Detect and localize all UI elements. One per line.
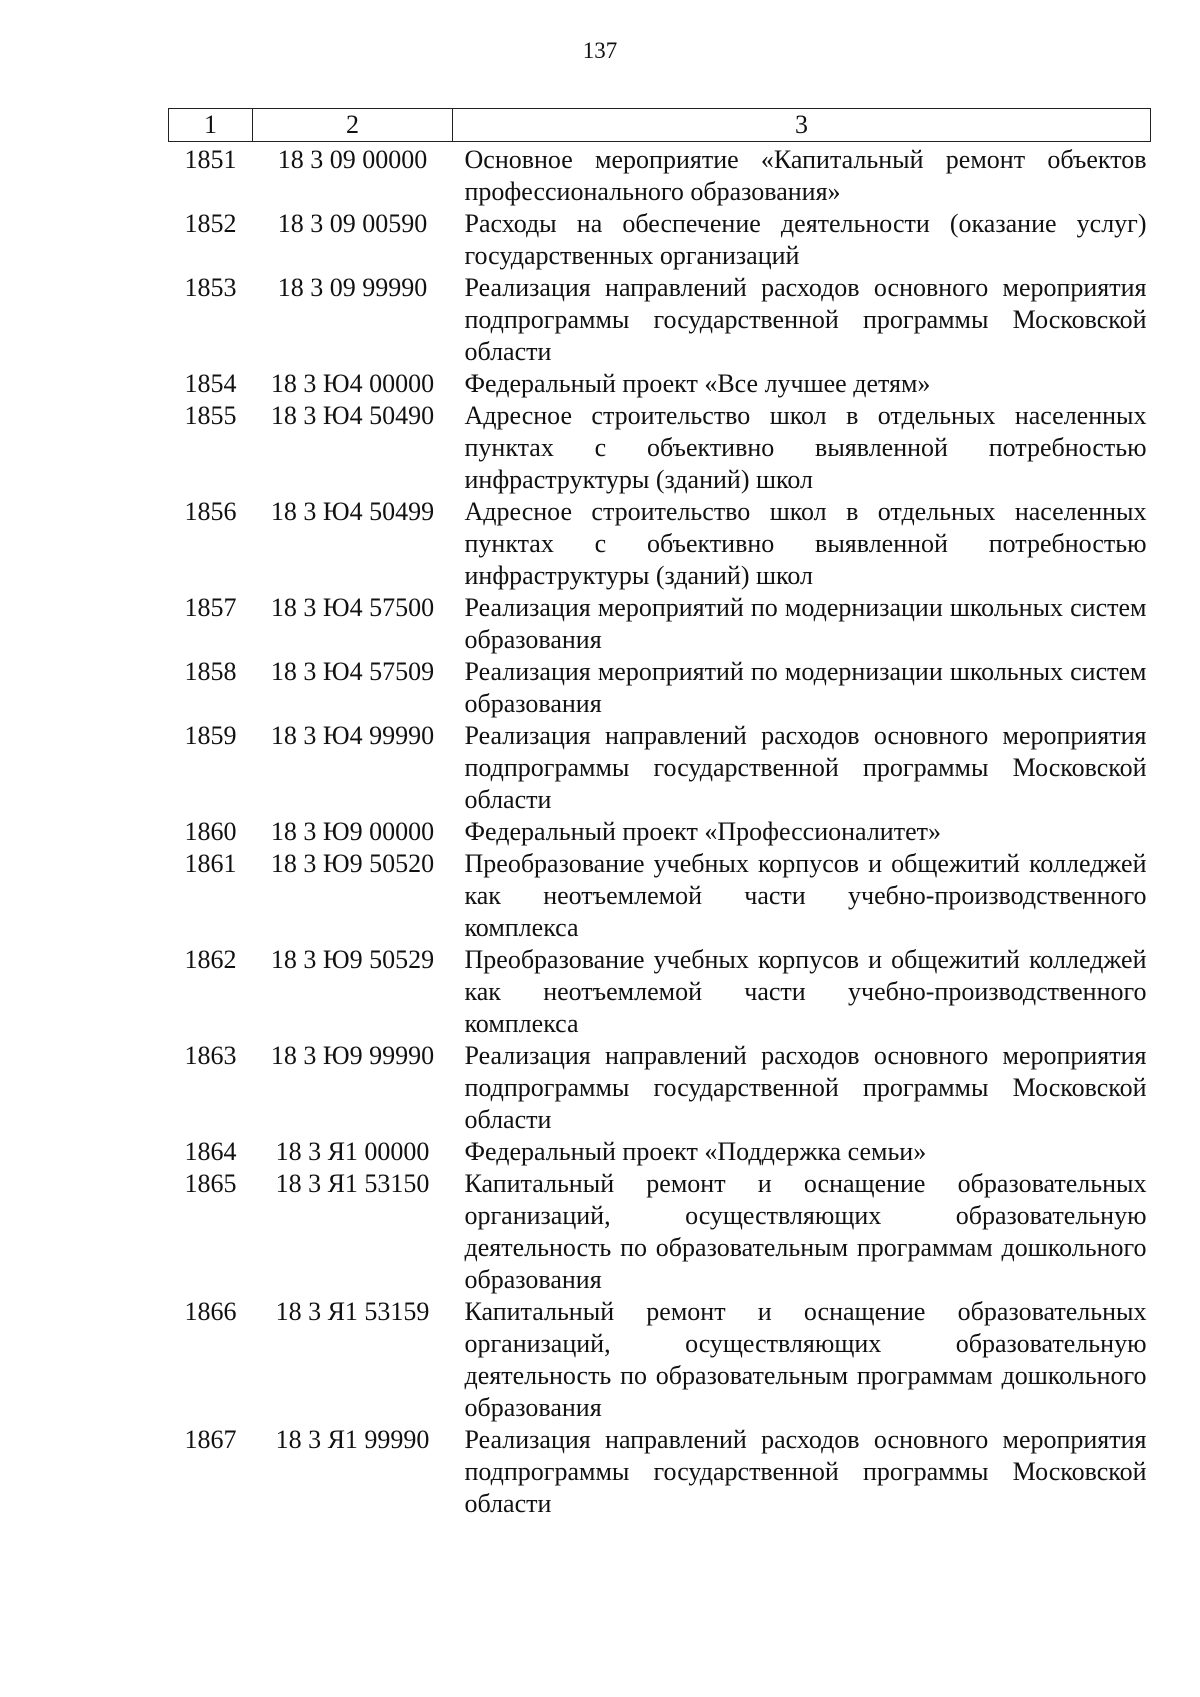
row-code: 18 3 Ю4 57509 <box>270 657 435 686</box>
column-header-description: 3 <box>453 109 1151 142</box>
row-description: Капитальный ремонт и оснащение образовательных организаций, осуществляющих образовательную деятельность по образовательным программам дошкольного образования <box>464 1169 1147 1294</box>
row-description: Капитальный ремонт и оснащение образовательных организаций, осуществляющих образовательную деятельность по образовательным программам дошкольного образования <box>464 1297 1147 1422</box>
row-code: 18 3 Ю4 50490 <box>270 401 435 430</box>
row-number: 1861 <box>184 849 237 878</box>
row-code: 18 3 Ю4 50499 <box>270 497 435 526</box>
row-code: 18 3 Ю9 50529 <box>270 945 435 974</box>
row-number: 1853 <box>184 273 237 302</box>
row-number: 1858 <box>184 657 237 686</box>
row-code: 18 3 Я1 99990 <box>275 1425 430 1454</box>
row-description: Преобразование учебных корпусов и общежитий колледжей как неотъемлемой части учебно-производственного комплекса <box>464 849 1147 942</box>
table-row <box>169 1040 1151 1136</box>
row-number: 1866 <box>184 1297 237 1326</box>
row-description: Расходы на обеспечение деятельности (оказание услуг) государственных организаций <box>464 209 1147 270</box>
row-code: 18 3 Я1 53150 <box>275 1169 430 1198</box>
row-description: Основное мероприятие «Капитальный ремонт объектов профессионального образования» <box>464 145 1147 206</box>
row-description: Реализация мероприятий по модернизации школьных систем образования <box>464 657 1147 718</box>
row-description: Адресное строительство школ в отдельных населенных пунктах с объективно выявленной потребностью инфраструктуры (зданий) школ <box>464 497 1147 590</box>
classification-table <box>168 108 1151 1520</box>
row-number: 1864 <box>184 1137 237 1166</box>
page-number: 137 <box>582 38 618 63</box>
row-code: 18 3 Ю4 00000 <box>270 369 435 398</box>
table-row <box>169 208 1151 272</box>
row-number: 1857 <box>184 593 237 622</box>
table-row <box>169 944 1151 1040</box>
row-number: 1859 <box>184 721 237 750</box>
table-row <box>169 368 1151 400</box>
row-number: 1862 <box>184 945 237 974</box>
row-description: Федеральный проект «Все лучшее детям» <box>464 369 931 398</box>
row-code: 18 3 Ю9 50520 <box>270 849 435 878</box>
row-number: 1867 <box>184 1425 237 1454</box>
row-description: Федеральный проект «Профессионалитет» <box>464 817 941 846</box>
row-description: Реализация мероприятий по модернизации школьных систем образования <box>464 593 1147 654</box>
row-number: 1851 <box>184 145 237 174</box>
row-code: 18 3 Ю9 99990 <box>270 1041 435 1070</box>
row-description: Реализация направлений расходов основного мероприятия подпрограммы государственной программы Московской области <box>464 273 1147 366</box>
row-code: 18 3 09 99990 <box>277 273 428 302</box>
table-row <box>169 142 1151 209</box>
table-row <box>169 1168 1151 1296</box>
row-code: 18 3 Ю4 57500 <box>270 593 435 622</box>
row-description: Федеральный проект «Поддержка семьи» <box>464 1137 927 1166</box>
row-number: 1856 <box>184 497 237 526</box>
row-code: 18 3 Ю4 99990 <box>270 721 435 750</box>
table-row <box>169 1136 1151 1168</box>
table-row <box>169 816 1151 848</box>
table-row <box>169 496 1151 592</box>
table-row <box>169 592 1151 656</box>
row-description: Реализация направлений расходов основного мероприятия подпрограммы государственной программы Московской области <box>464 1425 1147 1518</box>
row-description: Адресное строительство школ в отдельных населенных пунктах с объективно выявленной потребностью инфраструктуры (зданий) школ <box>464 401 1147 494</box>
table-header-row <box>169 109 1151 142</box>
row-number: 1863 <box>184 1041 237 1070</box>
row-description: Преобразование учебных корпусов и общежитий колледжей как неотъемлемой части учебно-производственного комплекса <box>464 945 1147 1038</box>
table-row <box>169 848 1151 944</box>
row-code: 18 3 Я1 00000 <box>275 1137 430 1166</box>
table-row <box>169 720 1151 816</box>
row-number: 1860 <box>184 817 237 846</box>
row-description: Реализация направлений расходов основного мероприятия подпрограммы государственной программы Московской области <box>464 721 1147 814</box>
column-header-number: 1 <box>169 109 253 142</box>
row-code: 18 3 09 00000 <box>277 145 428 174</box>
row-code: 18 3 Ю9 00000 <box>270 817 435 846</box>
column-header-code: 2 <box>253 109 453 142</box>
row-number: 1854 <box>184 369 237 398</box>
row-description: Реализация направлений расходов основного мероприятия подпрограммы государственной программы Московской области <box>464 1041 1147 1134</box>
table-row <box>169 1296 1151 1424</box>
row-number: 1852 <box>184 209 237 238</box>
row-code: 18 3 09 00590 <box>277 209 428 238</box>
row-number: 1865 <box>184 1169 237 1198</box>
table-row <box>169 272 1151 368</box>
row-code: 18 3 Я1 53159 <box>275 1297 430 1326</box>
row-number: 1855 <box>184 401 237 430</box>
table-row <box>169 656 1151 720</box>
table-row <box>169 1424 1151 1520</box>
table-row <box>169 400 1151 496</box>
